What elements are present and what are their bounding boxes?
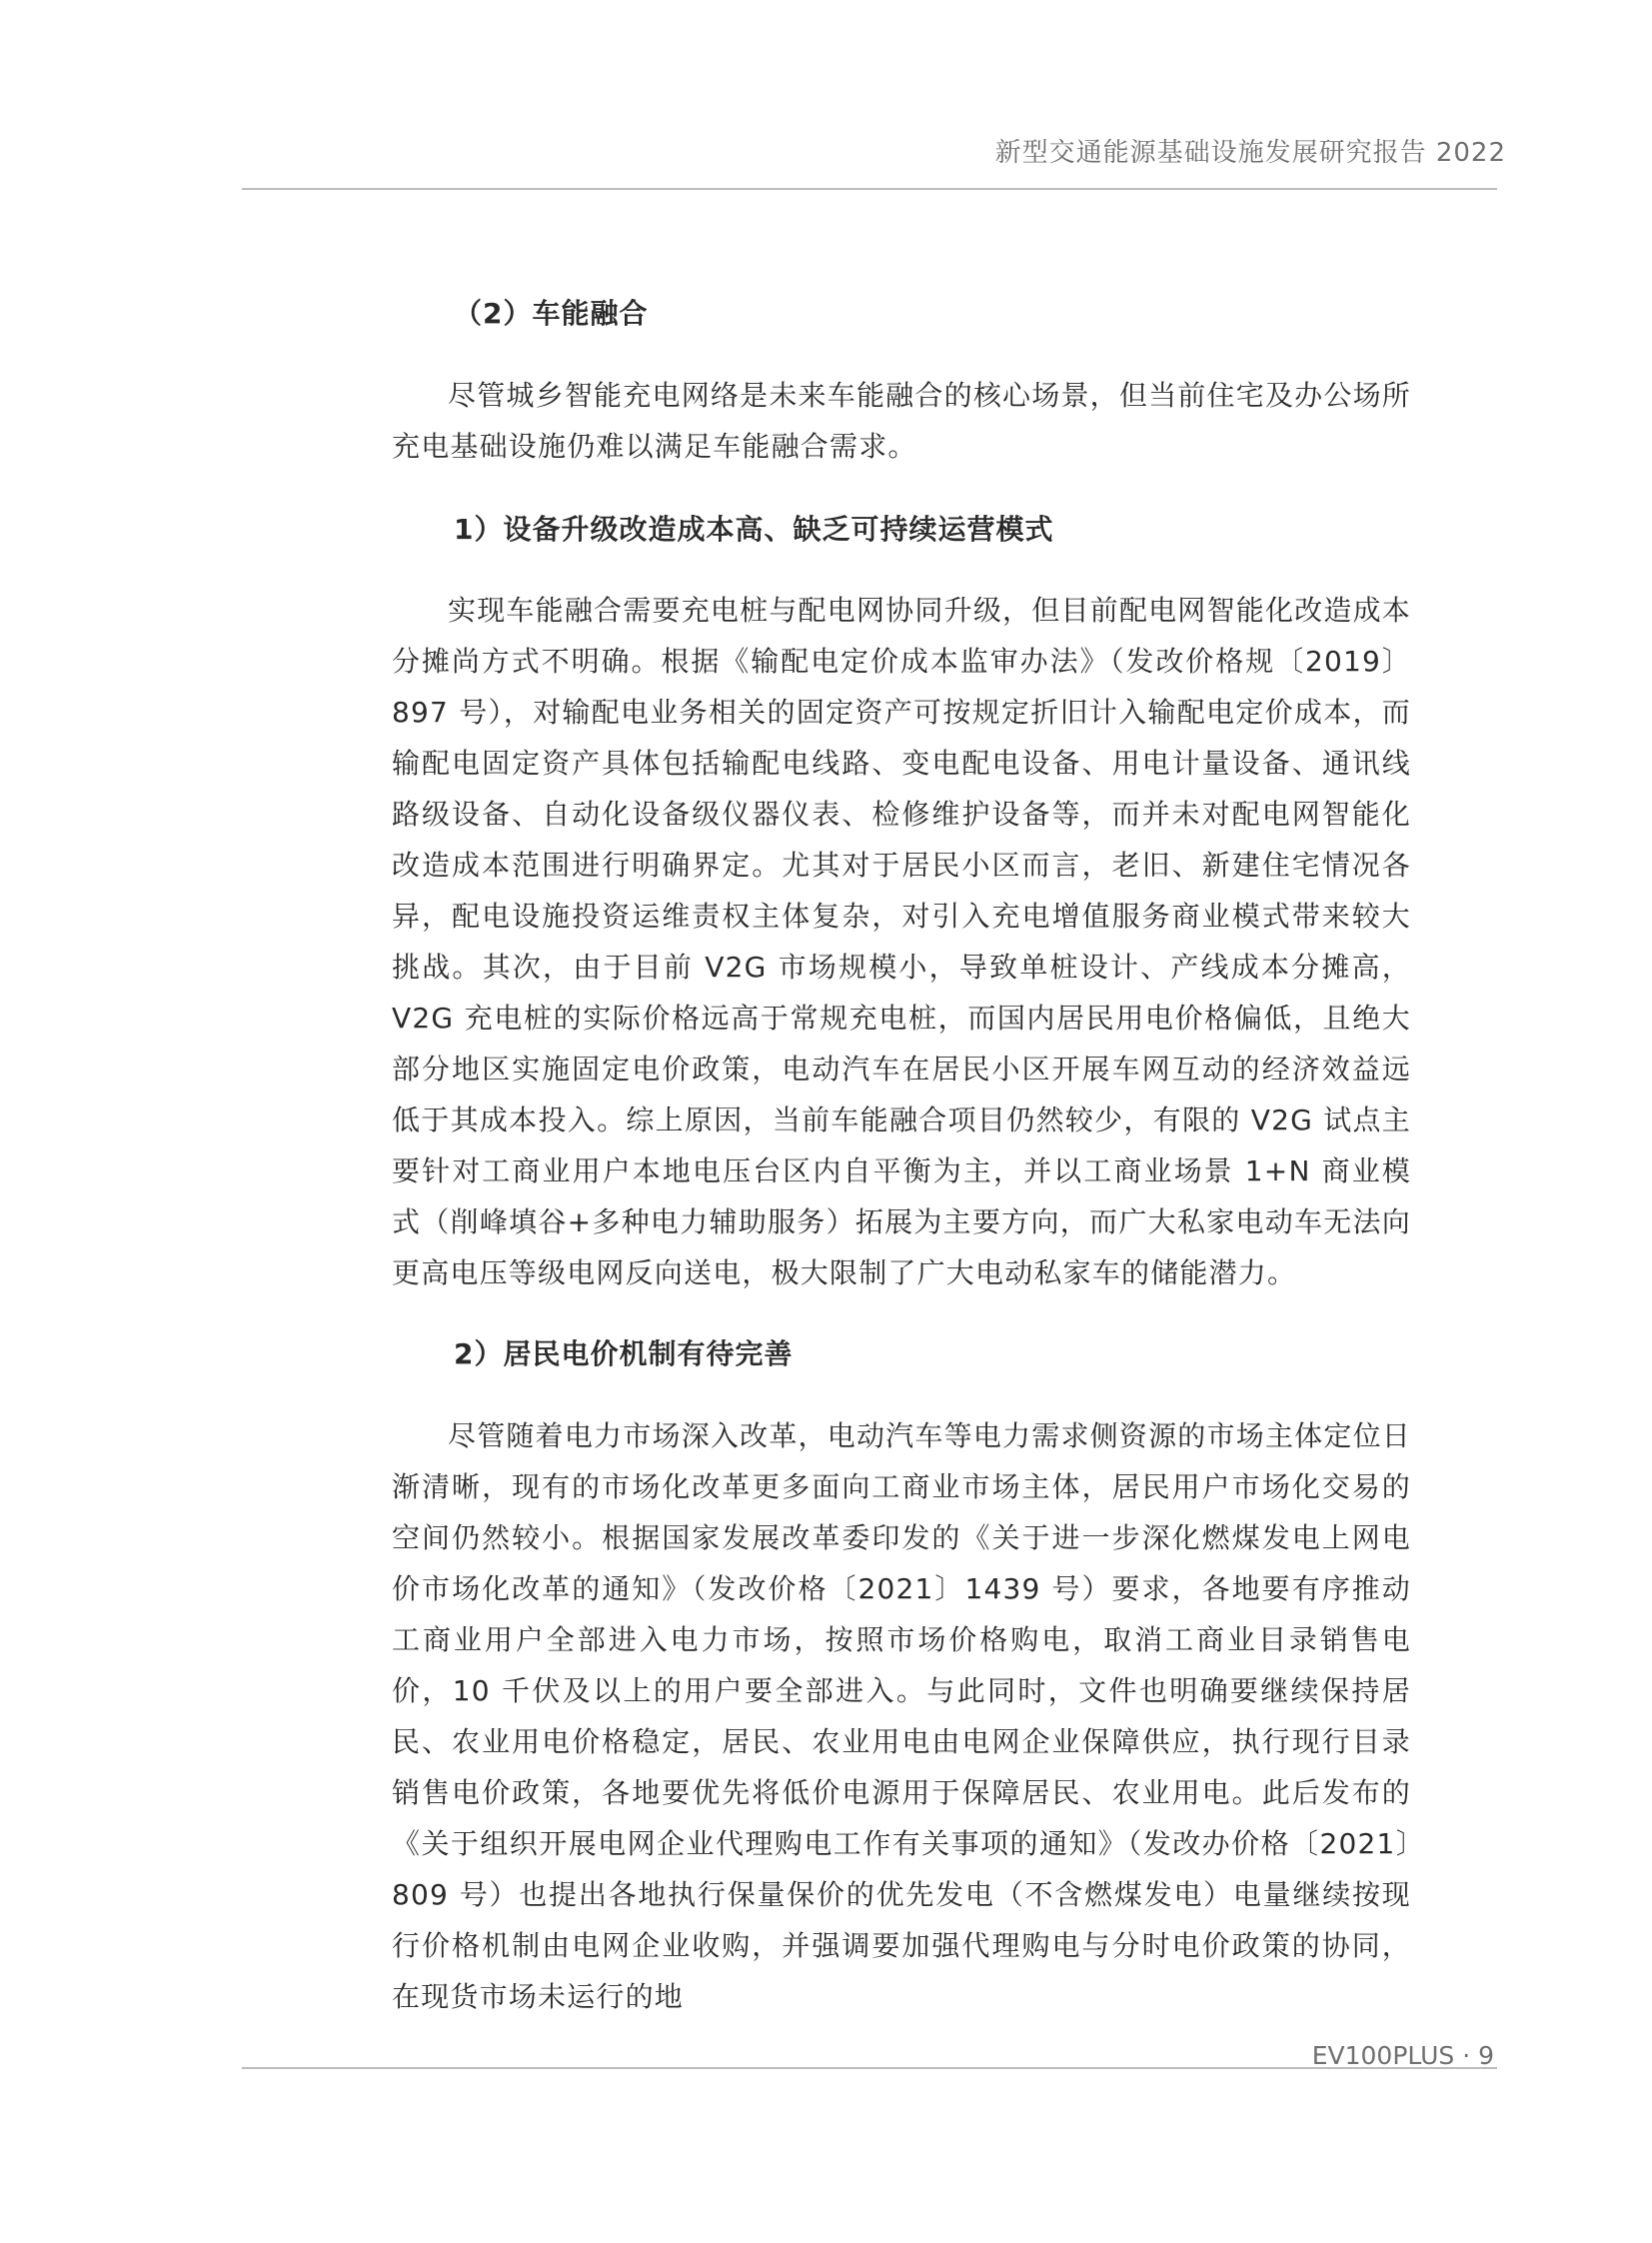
footer-divider <box>242 2067 1497 2069</box>
running-header-title: 新型交通能源基础设施发展研究报告 2022 <box>994 138 1506 168</box>
header-divider <box>242 188 1497 190</box>
subsection-heading-2: 2）居民电价机制有待完善 <box>454 1337 794 1370</box>
footer-page-label: EV100PLUS · 9 <box>1311 2041 1494 2070</box>
intro-paragraph: 尽管城乡智能充电网络是未来车能融合的核心场景，但当前住宅及办公场所充电基础设施仍难以满足车能融合需求。 <box>392 379 1411 463</box>
subsection-1-paragraph: 实现车能融合需要充电桩与配电网协同升级，但目前配电网智能化改造成本分摊尚方式不明确。根据《输配电定价成本监审办法》（发改价格规〔2019〕897 号），对输配电业务相关的固定资产可按规定折旧计入输配电定价成本，而输配电固定资产具体包括输配电线路、变电配电设备、用电计量设备、通讯线路级设备、自动化设备级仪器仪表、检修维护设备等，而并未对配电网智能化改造成本范围进行明确界定。尤其对于居民小区而言，老旧、新建住宅情况各异，配电设施投资运维责权主体复杂，对引入充电增值服务商业模式带来较大挑战。其次，由于目前 V2G 市场规模小，导致单桩设计、产线成本分摊高，V2G 充电桩的实际价格远高于常规充电桩，而国内居民用电价格偏低，且绝大部分地区实施固定电价政策，电动汽车在居民小区开展车网互动的经济效益远低于其成本投入。综上原因，当前车能融合项目仍然较少，有限的 V2G 试点主要针对工商业用户本地电压台区内自平衡为主，并以工商业场景 1+N 商业模式（削峰填谷+多种电力辅助服务）拓展为主要方向，而广大私家电动车无法向更高电压等级电网反向送电，极大限制了广大电动私家车的储能潜力。 <box>392 594 1411 1289</box>
page-body <box>392 292 1411 2022</box>
subsection-2-paragraph: 尽管随着电力市场深入改革，电动汽车等电力需求侧资源的市场主体定位日渐清晰，现有的市场化改革更多面向工商业市场主体，居民用户市场化交易的空间仍然较小。根据国家发展改革委印发的《关于进一步深化燃煤发电上网电价市场化改革的通知》（发改价格〔2021〕1439 号）要求，各地要有序推动工商业用户全部进入电力市场，按照市场价格购电，取消工商业目录销售电价，10 千伏及以上的用户要全部进入。与此同时，文件也明确要继续保持居民、农业用电价格稳定，居民、农业用电由电网企业保障供应，执行现行目录销售电价政策，各地要优先将低价电源用于保障居民、农业用电。此后发布的《关于组织开展电网企业代理购电工作有关事项的通知》（发改办价格〔2021〕809 号）也提出各地执行保量保价的优先发电（不含燃煤发电）电量继续按现行价格机制由电网企业收购，并强调要加强代理购电与分时电价政策的协同，在现货市场未运行的地 <box>392 1419 1411 2013</box>
subsection-heading-1: 1）设备升级改造成本高、缺乏可持续运营模式 <box>454 513 1054 546</box>
section-heading: （2）车能融合 <box>454 297 649 330</box>
